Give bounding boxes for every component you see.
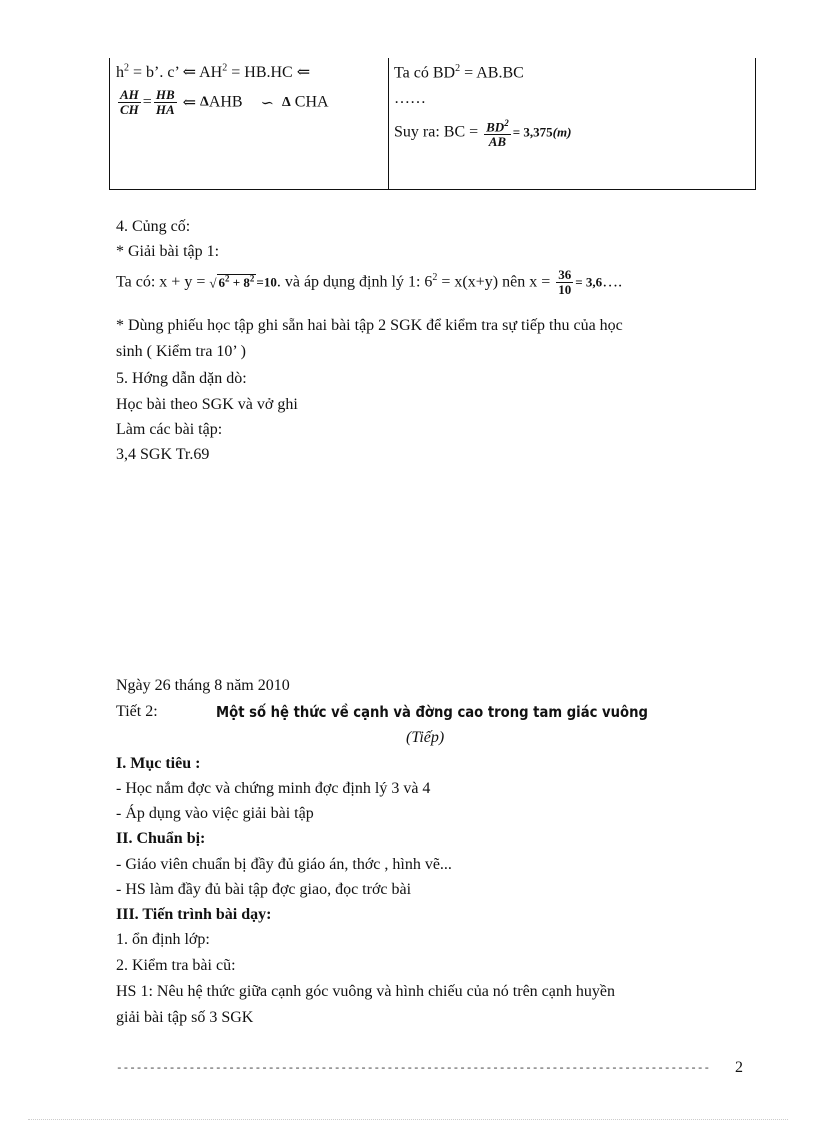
fraction-ah-ch: $\frac{AH}{CH}$ [120,87,139,117]
worksheet-line-2: sinh ( Kiểm tra 10’ ) [116,343,246,360]
objective-line-1: - Học nắm đợc và chứng minh đợc định lý 3 và 4 [116,780,431,797]
square-root: √ $6^2 + 8^2$ [209,273,255,291]
homework-line-1: Học bài theo SGK và vở ghi [116,396,298,413]
section-4-heading: 4. Củng cố: [116,218,191,235]
procedure-line-4: giải bài tập số 3 SGK [116,1009,254,1026]
heading-preparation: II. Chuẩn bị: [116,830,206,847]
page-number: 2 [735,1059,743,1076]
preparation-line-2: - HS làm đầy đủ bài tập đợc giao, đọc trớc bài [116,881,412,898]
table-right-line-1: Ta có $BD^2 = AB.BC$ [394,63,524,82]
homework-line-3: 3,4 SGK Tr.69 [116,446,210,463]
lesson-subtitle: (Tiếp) [406,729,445,746]
heading-objectives: I. Mục tiêu : [116,755,201,772]
exercise-1-equation: Ta có: x + y = √ $6^2 + 8^2 =10$. và áp dụng định lý 1: $6^2 = x(x+y)$ nên x = $\frac{36}{10}$ = 3,6…. [116,267,623,297]
objective-line-2: - Áp dụng vào việc giải bài tập [116,805,314,822]
table-left-line-1: $h^2 = b$’. c’ ⇐ $AH^2 = HB.HC$ ⇐ [116,62,311,81]
heading-procedure: III. Tiến trình bài dạy: [116,906,272,923]
page-bottom-border [28,1119,788,1120]
procedure-line-1: 1. ổn định lớp: [116,931,210,948]
implied-by-arrow-icon: ⇐ [182,94,197,112]
section-5-heading: 5. Hớng dẫn dặn dò: [116,370,247,387]
preparation-line-1: - Giáo viên chuẩn bị đầy đủ giáo án, thớc , hình vẽ... [116,856,452,873]
table-right-line-3: Suy ra: BC = $\frac{BD^2}{AB}$ = 3,375(m) [394,118,572,150]
lesson-title: Một số hệ thức về cạnh và đờng cao trong tam giác vuông [216,703,648,721]
lesson-number: Tiết 2: [116,703,158,720]
procedure-line-3: HS 1: Nêu hệ thức giữa cạnh góc vuông và hình chiếu của nó trên cạnh huyền [116,983,615,1000]
fraction-bd2-ab: $\frac{BD^2}{AB}$ [486,118,509,150]
table-right-line-2: …… [394,90,426,107]
implied-by-arrow-icon: ⇐ [296,64,311,81]
table-left-line-2: $\frac{AH}{CH}$ = $\frac{HB}{HA}$ ⇐ ΔAHB ∽ Δ CHA [120,87,329,117]
procedure-line-2: 2. Kiểm tra bài cũ: [116,957,236,974]
triangle-icon: Δ [200,94,209,110]
table-column-divider [388,58,389,189]
worksheet-line-1: * Dùng phiếu học tập ghi sẵn hai bài tập 2 SGK để kiểm tra sự tiếp thu của học [116,317,623,334]
footer-rule: ------------------------------------------------------------------------------------------ [116,1063,711,1075]
triangle-icon: Δ [282,94,291,110]
homework-line-2: Làm các bài tập: [116,421,223,438]
implied-by-arrow-icon: ⇐ [182,64,196,81]
lesson-date: Ngày 26 tháng 8 năm 2010 [116,677,290,694]
fraction-36-10: $\frac{36}{10}$ [558,267,572,297]
exercise-1-label: * Giải bài tập 1: [116,243,220,260]
fraction-hb-ha: $\frac{HB}{HA}$ [155,87,175,117]
radical-sign-icon: √ [209,275,217,291]
